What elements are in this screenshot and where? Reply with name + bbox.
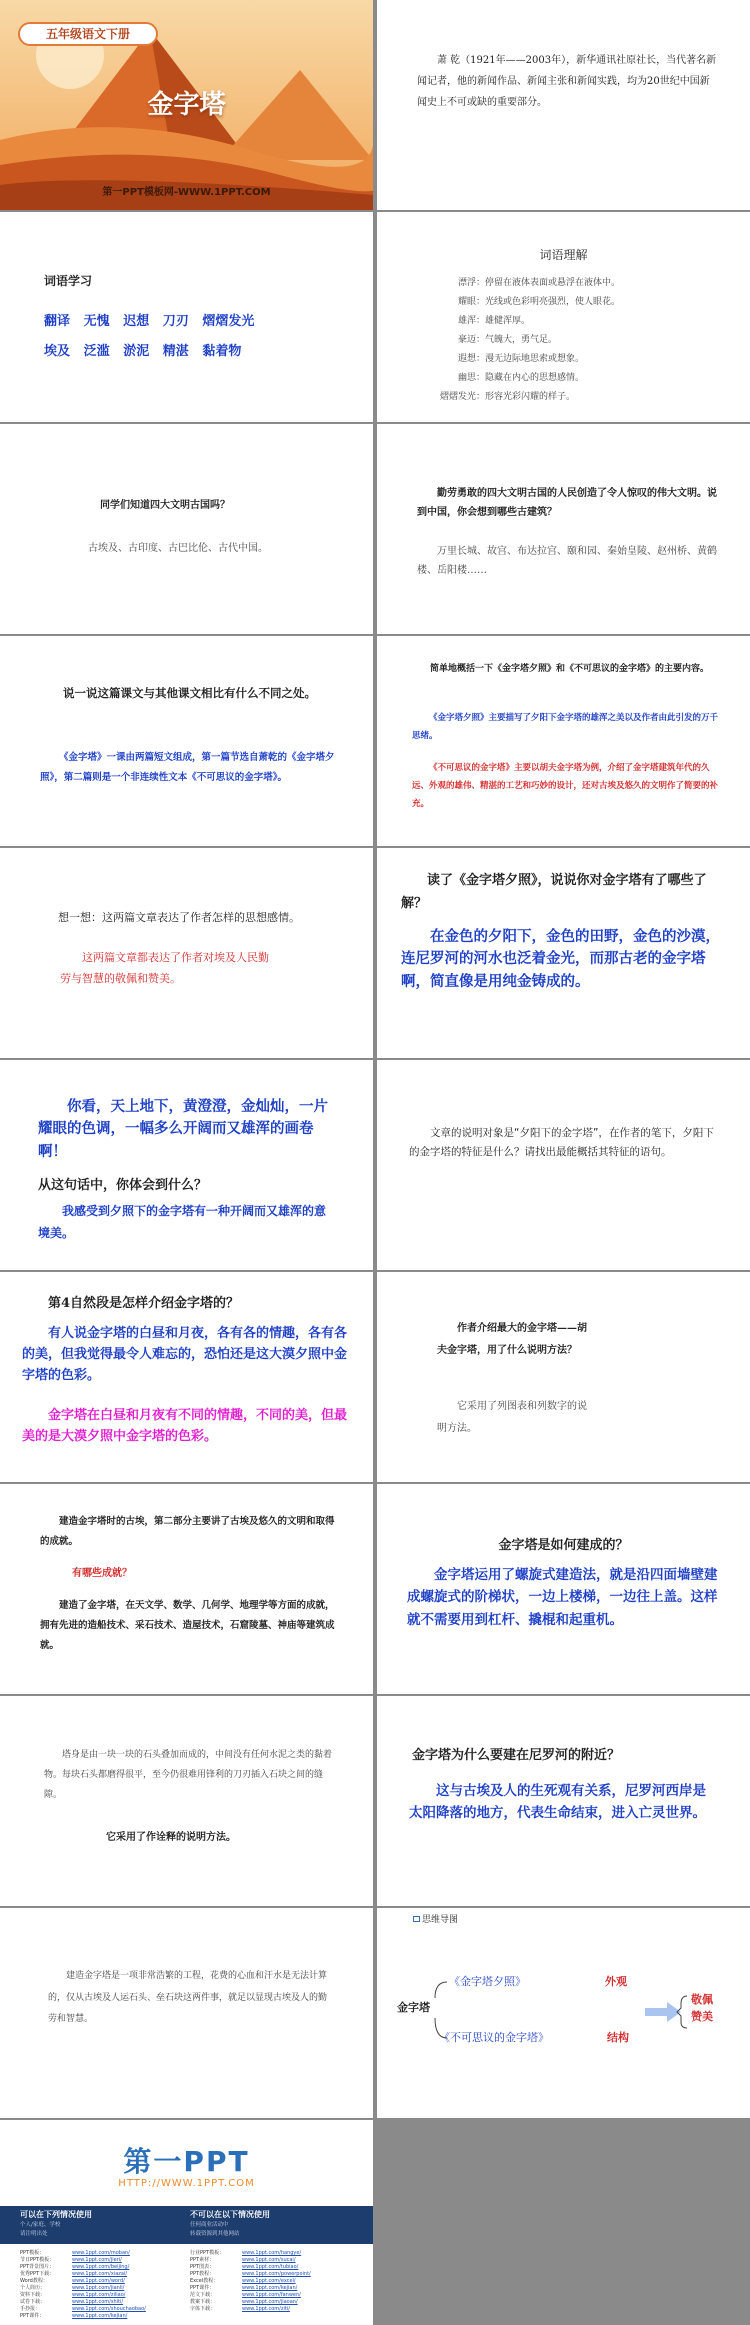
resource-link-label: 行业PPT模板： bbox=[190, 2250, 225, 2256]
grade-badge: 五年级语文下册 bbox=[18, 22, 158, 46]
paragraph-quote: 有人说金字塔的白昼和月夜，各有各的情趣，各有各的美，但我觉得最令人难忘的，恐怕还是这大漠夕照中金字塔的色彩。 bbox=[22, 1326, 348, 1383]
word-meaning-row bbox=[427, 388, 727, 407]
summary-answer-1: 《金字塔夕照》主要描写了夕阳下金字塔的雄浑之美以及作者由此引发的万千思绪。 bbox=[412, 713, 719, 741]
resource-link-row bbox=[20, 2313, 185, 2320]
paragraph-slide bbox=[0, 1272, 373, 1482]
author-slide bbox=[377, 0, 750, 210]
word-definition: 漫无边际地思索或想象。 bbox=[485, 354, 585, 364]
mindmap-bracket-top bbox=[435, 1982, 447, 1998]
resource-link[interactable]: www.1ppt.com/excel/ bbox=[242, 2278, 296, 2284]
word-meaning-list bbox=[427, 274, 727, 407]
resource-link-row bbox=[190, 2306, 355, 2313]
nile-answer: 这与古埃及人的生死观有关系，尼罗河西岸是太阳降落的地方，代表生命结束，进入亡灵世界。 bbox=[409, 1783, 706, 1822]
resource-link-label: PPT模板： bbox=[20, 2250, 45, 2256]
word-definition: 气魄大，勇气足。 bbox=[485, 335, 558, 345]
paragraph-answer: 金字塔在白昼和月夜有不同的情趣，不同的美，但最美的是大漠夕照中金字塔的色彩。 bbox=[22, 1408, 348, 1444]
resource-link-label: PPT素材： bbox=[190, 2257, 215, 2263]
word-term: 熠熠发光： bbox=[439, 392, 485, 402]
word-meaning-slide bbox=[377, 212, 750, 422]
resource-link[interactable]: www.1ppt.com/moban/ bbox=[72, 2250, 130, 2256]
resource-link-row bbox=[20, 2250, 185, 2257]
resource-link-label: 优秀PPT下载： bbox=[20, 2271, 55, 2277]
word-term: 漂浮： bbox=[457, 278, 485, 288]
method-slide bbox=[377, 1272, 750, 1482]
resource-link-row bbox=[20, 2278, 185, 2285]
achievement-slide bbox=[0, 1484, 373, 1694]
mindmap-root: 金字塔 bbox=[397, 2001, 430, 2014]
resource-link[interactable]: www.1ppt.com/fanwen/ bbox=[242, 2292, 301, 2298]
can-use-2: 请注明出处 bbox=[20, 2231, 48, 2237]
resource-link[interactable]: www.1ppt.com/sucai/ bbox=[242, 2257, 296, 2263]
vocab-word: 精湛 bbox=[162, 344, 189, 359]
mindmap-result-1: 敬佩 bbox=[691, 1993, 713, 2006]
resource-link-row bbox=[20, 2285, 185, 2292]
resource-link[interactable]: www.1ppt.com/jianli/ bbox=[72, 2285, 125, 2291]
resource-link[interactable]: www.1ppt.com/shouchaobao/ bbox=[72, 2306, 146, 2312]
resource-link-row bbox=[190, 2250, 355, 2257]
resource-link-row bbox=[190, 2292, 355, 2299]
vocab-word: 翻译 bbox=[44, 314, 71, 329]
resource-link-label: PPT课件： bbox=[20, 2313, 45, 2319]
word-definition: 停留在液体表面或悬浮在液体中。 bbox=[485, 278, 621, 288]
resource-link-row bbox=[190, 2299, 355, 2306]
word-definition: 形容光彩闪耀的样子。 bbox=[485, 392, 576, 402]
can-use-title: 可以在下列情况使用 bbox=[20, 2210, 92, 2219]
resource-link[interactable]: www.1ppt.com/jiaoan/ bbox=[242, 2299, 298, 2305]
usage-banner bbox=[0, 2206, 373, 2244]
quote-answer: 我感受到夕照下的金字塔有一种开阔而又雄浑的意境美。 bbox=[38, 1204, 327, 1241]
construction-answer: 金字塔运用了螺旋式建造法，就是沿四面墙壁建成螺旋式的阶梯状，一边上楼梯，一边往上盖。这样就不需要用到杠杆、撬棍和起重机。 bbox=[407, 1567, 718, 1628]
resource-link-row bbox=[20, 2292, 185, 2299]
summary-slide bbox=[377, 636, 750, 846]
vocab-row-2 bbox=[44, 340, 241, 365]
resource-link-row bbox=[20, 2306, 185, 2313]
emotion-answer: 这两篇文章都表达了作者对埃及人民勤劳与智慧的敬佩和赞美。 bbox=[60, 951, 269, 985]
resource-links-left bbox=[20, 2250, 185, 2320]
resource-link[interactable]: www.1ppt.com/ziliao/ bbox=[72, 2292, 126, 2298]
resource-link-label: 个人简历： bbox=[20, 2285, 46, 2291]
resource-link-row bbox=[20, 2271, 185, 2278]
vocab-row-1 bbox=[44, 310, 254, 335]
vocab-word: 淤泥 bbox=[123, 344, 150, 359]
resource-links-right bbox=[190, 2250, 355, 2313]
resource-link-label: Word教程： bbox=[20, 2278, 48, 2284]
word-meaning-row bbox=[427, 293, 727, 312]
emotion-question: 想一想：这两篇文章表达了作者怎样的思想感情。 bbox=[58, 911, 300, 924]
vocab-word: 埃及 bbox=[44, 344, 71, 359]
resource-link-label: 字体下载： bbox=[190, 2306, 216, 2312]
achievement-intro: 建造金字塔时的古埃，第二部分主要讲了古埃及悠久的文明和取得的成就。 bbox=[40, 1516, 335, 1547]
mindmap-slide bbox=[377, 1908, 750, 2118]
word-meaning-row bbox=[427, 369, 727, 388]
mindmap-branch-2: 《不可思议的金字塔》 bbox=[439, 2031, 549, 2044]
sunset-question: 读了《金字塔夕照》，说说你对金字塔有了哪些了解？ bbox=[401, 873, 707, 911]
resource-link-row bbox=[190, 2257, 355, 2264]
emotion-slide bbox=[0, 848, 373, 1058]
word-meaning-row bbox=[427, 331, 727, 350]
resource-link-label: 手抄报： bbox=[20, 2306, 41, 2312]
resource-link-label: 试卷下载： bbox=[20, 2299, 46, 2305]
word-term: 雄浑： bbox=[457, 316, 485, 326]
title-footer: 第一PPT模板网-WWW.1PPT.COM bbox=[102, 187, 271, 198]
civilization-question: 同学们知道四大文明古国吗？ bbox=[100, 500, 230, 511]
mindmap-result-2: 赞美 bbox=[691, 2009, 713, 2023]
page-title: 金字塔 bbox=[147, 90, 226, 120]
word-definition: 光线或色彩明亮强烈，使人眼花。 bbox=[485, 297, 621, 307]
sunset-answer: 在金色的夕阳下，金色的田野，金色的沙漠，连尼罗河的河水也泛着金光，而那古老的金字塔啊，简直像是用纯金铸成的。 bbox=[401, 929, 720, 990]
copyright-slide bbox=[0, 2120, 373, 2325]
difference-question: 说一说这篇课文与其他课文相比有什么不同之处。 bbox=[63, 686, 316, 700]
method-answer: 它采用了列图表和列数字的说明方法。 bbox=[437, 1401, 587, 1434]
brand-url: HTTP://WWW.1PPT.COM bbox=[118, 2178, 255, 2189]
vocab-word: 刀刃 bbox=[162, 314, 189, 329]
achievement-subquestion: 有哪些成就？ bbox=[72, 1568, 132, 1579]
resource-link-row bbox=[20, 2257, 185, 2264]
difference-answer: 《金字塔》一课由两篇短文组成，第一篇节选自萧乾的《金字塔夕照》，第二篇则是一个非连续性文本《不可思议的金字塔》。 bbox=[40, 752, 335, 783]
achievement-answer: 建造了金字塔，在天文学、数学、几何学、地理学等方面的成就，拥有先进的造船技术、采石技术、造屋技术，石窟陵墓、神庙等建筑成就。 bbox=[40, 1600, 335, 1651]
cannot-use-2: 转载资源到其他网站 bbox=[190, 2231, 240, 2237]
resource-link-label: 范文下载： bbox=[190, 2292, 216, 2298]
resource-link[interactable]: www.1ppt.com/tubiao/ bbox=[242, 2264, 299, 2270]
title-slide bbox=[0, 0, 373, 210]
mindmap-label-text: 思维导图 bbox=[422, 1915, 459, 1925]
buildings-question: 勤劳勇敢的四大文明古国的人民创造了令人惊叹的伟大文明。说到中国，你会想到哪些古建筑？ bbox=[417, 488, 717, 518]
mindmap-result bbox=[691, 1992, 713, 2025]
resource-link-label: 教案下载： bbox=[190, 2299, 216, 2305]
explanation-text: 塔身是由一块一块的石头叠加而成的，中间没有任何水泥之类的黏着物。每块石头都磨得很平，至今仍很难用锋利的刀刃插入石块之间的缝隙。 bbox=[44, 1750, 333, 1800]
resource-link-row bbox=[190, 2278, 355, 2285]
nile-slide bbox=[377, 1696, 750, 1906]
description-slide bbox=[377, 1060, 750, 1270]
cannot-use-title: 不可以在以下情况使用 bbox=[190, 2210, 270, 2219]
mindmap-arrow-icon bbox=[645, 2002, 681, 2022]
word-term: 耀眼： bbox=[457, 297, 485, 307]
resource-link[interactable]: www.1ppt.com/word/ bbox=[72, 2278, 125, 2284]
resource-link[interactable]: www.1ppt.com/shiti/ bbox=[72, 2299, 124, 2305]
resource-link[interactable]: www.1ppt.com/beijing/ bbox=[72, 2264, 130, 2270]
sunset-slide bbox=[377, 848, 750, 1058]
conclusion-slide bbox=[0, 1908, 373, 2118]
word-meaning-row bbox=[427, 274, 727, 293]
word-definition: 隐藏在内心的思想感情。 bbox=[485, 373, 585, 383]
construction-question: 金字塔是如何建成的？ bbox=[498, 1538, 629, 1553]
resource-link[interactable]: www.1ppt.com/kejian/ bbox=[72, 2313, 128, 2319]
word-definition: 雄健浑厚。 bbox=[485, 316, 531, 326]
difference-slide bbox=[0, 636, 373, 846]
vocab-word: 黏着物 bbox=[202, 344, 242, 359]
vocab-word: 迟想 bbox=[123, 314, 150, 329]
resource-link-row bbox=[20, 2299, 185, 2306]
resource-link-label: Excel教程： bbox=[190, 2278, 219, 2284]
conclusion-text: 建造金字塔是一项非常浩繁的工程，花费的心血和汗水是无法计算的，仅从古埃及人运石头、垒石块这两件事，就足以显现古埃及人的勤劳和智慧。 bbox=[48, 1971, 328, 2025]
resource-link[interactable]: www.1ppt.com/jieri/ bbox=[72, 2257, 122, 2263]
method-question: 作者介绍最大的金字塔——胡夫金字塔，用了什么说明方法？ bbox=[437, 1323, 587, 1356]
quote-question: 从这句话中，你体会到什么？ bbox=[38, 1178, 208, 1193]
resource-link-row bbox=[190, 2271, 355, 2278]
summary-answer-2: 《不可思议的金字塔》主要以胡夫金字塔为例，介绍了金字塔建筑年代的久远、外观的雄伟、精湛的工艺和巧妙的设计，还对古埃及悠久的文明作了简要的补充。 bbox=[412, 763, 719, 809]
resource-link-row bbox=[190, 2264, 355, 2271]
vocab-word: 熠熠发光 bbox=[202, 314, 255, 329]
resource-link-label: PPT背景图片： bbox=[20, 2264, 55, 2270]
resource-link-label: PPT课件： bbox=[190, 2285, 215, 2291]
resource-link-label: PPT教程： bbox=[190, 2271, 215, 2277]
vocab-word: 无愧 bbox=[83, 314, 110, 329]
explanation-answer: 它采用了作诠释的说明方法。 bbox=[106, 1832, 236, 1843]
resource-link-row bbox=[20, 2264, 185, 2271]
construction-slide bbox=[377, 1484, 750, 1694]
mindmap-branch-2-result: 结构 bbox=[607, 2031, 629, 2044]
word-meaning-heading: 词语理解 bbox=[539, 248, 588, 262]
word-term: 幽思： bbox=[457, 373, 485, 383]
ancient-buildings-slide bbox=[377, 424, 750, 634]
quote-slide bbox=[0, 1060, 373, 1270]
resource-link-label: 资料下载： bbox=[20, 2292, 46, 2298]
resource-link[interactable]: www.1ppt.com/powerpoint/ bbox=[242, 2271, 311, 2277]
resource-link[interactable]: www.1ppt.com/kejian/ bbox=[242, 2285, 298, 2291]
civilization-answer: 古埃及、古印度、古巴比伦、古代中国。 bbox=[88, 543, 268, 554]
description-text: 文章的说明对象是“夕阳下的金字塔”，在作者的笔下，夕阳下的金字塔的特征是什么？请找出最能概括其特征的语句。 bbox=[409, 1127, 714, 1159]
resource-link[interactable]: www.1ppt.com/xiazai/ bbox=[72, 2271, 128, 2277]
brand-logo: 第一PPT bbox=[123, 2145, 250, 2178]
author-intro: 萧 乾（1921年——2003年），新华通讯社原社长，当代著名新闻记者，他的新闻作品、新闻主张和新闻实践，均为20世纪中国新闻史上不可或缺的重要部分。 bbox=[417, 55, 717, 108]
resource-link[interactable]: www.1ppt.com/ziti/ bbox=[242, 2306, 290, 2312]
vocab-word: 泛滥 bbox=[83, 344, 110, 359]
vocab-slide bbox=[0, 212, 373, 422]
word-term: 遐想： bbox=[457, 354, 485, 364]
explanation-slide bbox=[0, 1696, 373, 1906]
paragraph-question: 第4自然段是怎样介绍金字塔的？ bbox=[48, 1296, 240, 1311]
can-use-1: 个人/家庭、学校 bbox=[20, 2222, 61, 2228]
word-term: 豪迈： bbox=[457, 335, 485, 345]
mindmap-branch-1: 《金字塔夕照》 bbox=[449, 1975, 526, 1988]
word-meaning-row bbox=[427, 312, 727, 331]
resource-link-label: 节日PPT模板： bbox=[20, 2257, 55, 2263]
resource-link[interactable]: www.1ppt.com/hangye/ bbox=[242, 2250, 302, 2256]
word-meaning-row bbox=[427, 350, 727, 369]
civilization-slide bbox=[0, 424, 373, 634]
resource-link-row bbox=[190, 2285, 355, 2292]
resource-link-label: PPT图表： bbox=[190, 2264, 215, 2270]
buildings-answer: 万里长城、故宫、布达拉宫、颐和园、秦始皇陵、赵州桥、黄鹤楼、岳阳楼…… bbox=[417, 546, 717, 576]
quote-text: 你看，天上地下，黄澄澄，金灿灿，一片耀眼的色调，一幅多么开阔而又雄浑的画卷啊！ bbox=[38, 1099, 328, 1160]
vocab-heading: 词语学习 bbox=[44, 274, 93, 288]
cannot-use-1: 任何商业活动中 bbox=[190, 2222, 229, 2228]
mindmap-branch-1-result: 外观 bbox=[605, 1975, 627, 1988]
summary-question: 简单地概括一下《金字塔夕照》和《不可思议的金字塔》的主要内容。 bbox=[430, 664, 710, 674]
nile-question: 金字塔为什么要建在尼罗河的附近？ bbox=[412, 1748, 621, 1763]
